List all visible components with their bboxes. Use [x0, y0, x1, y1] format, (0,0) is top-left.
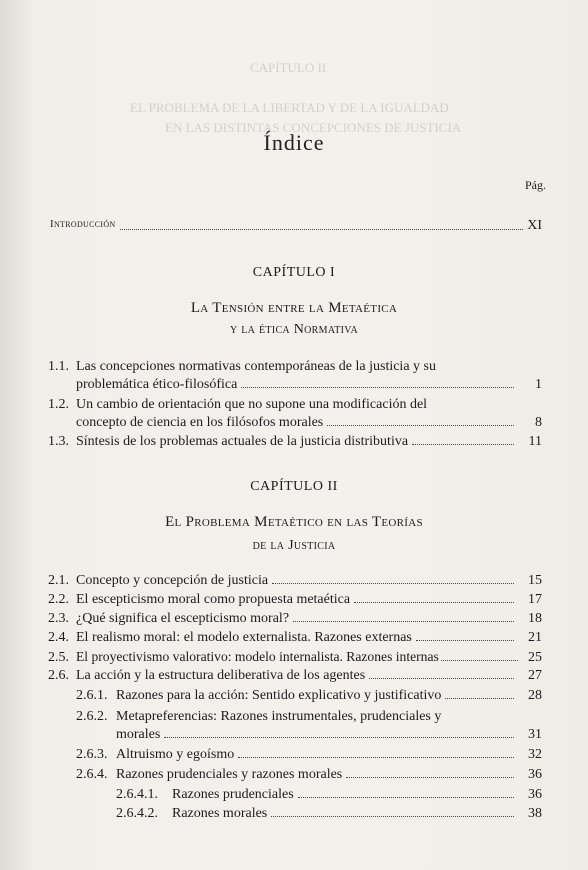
toc-entry-page: 32 [528, 747, 542, 762]
toc-entry[interactable] [76, 377, 542, 393]
toc-entry[interactable] [76, 767, 542, 783]
toc-entry-number: 1.2. [48, 397, 69, 412]
toc-entry-label: Introducción [50, 218, 116, 230]
dot-leader [354, 602, 514, 603]
toc-entry[interactable] [76, 688, 542, 704]
toc-entry-page: 1 [535, 377, 542, 392]
toc-entry-title: Razones prudenciales y razones morales [116, 767, 343, 782]
toc-entry[interactable] [48, 668, 542, 684]
toc-entry[interactable] [48, 397, 542, 413]
toc-entry-page: 25 [528, 650, 542, 665]
dot-leader [412, 444, 514, 445]
toc-entry-number: 2.2. [48, 592, 69, 607]
dot-leader [416, 640, 514, 641]
toc-entry-title: Razones prudenciales [172, 787, 294, 802]
toc-entry-page: 36 [528, 787, 542, 802]
page-column-label: Pág. [525, 178, 546, 192]
toc-entry-number: 2.3. [48, 611, 69, 626]
toc-entry[interactable] [48, 434, 542, 450]
toc-entry-page: 11 [528, 434, 542, 449]
dot-leader [120, 218, 524, 230]
toc-entry[interactable] [76, 415, 542, 431]
toc-entry[interactable] [116, 727, 542, 743]
toc-entry[interactable] [76, 709, 542, 725]
toc-entry-title: El escepticismo moral como propuesta metaética [76, 592, 351, 607]
toc-entry-title: Un cambio de orientación que no supone una modificación del [76, 397, 428, 412]
toc-entry-number: 1.3. [48, 434, 69, 449]
toc-entry-title: morales [116, 727, 161, 742]
toc-entry-number: 1.1. [48, 359, 69, 374]
toc-entry-number: 2.6.4.2. [116, 806, 158, 821]
toc-entry-number: 2.5. [48, 650, 69, 665]
toc-entry-title: Síntesis de los problemas actuales de la justicia distributiva [76, 434, 409, 449]
dot-leader [238, 757, 514, 758]
toc-entry-page: 36 [528, 767, 542, 782]
page-title: Índice [263, 130, 325, 155]
toc-entry-number: 2.6.3. [76, 747, 108, 762]
toc-entry-page: 21 [528, 630, 542, 645]
dot-leader [346, 777, 514, 778]
toc-entry-title: problemática ético-filosófica [76, 377, 238, 392]
toc-entry[interactable] [76, 747, 542, 763]
toc-entry-introduction[interactable] [50, 218, 542, 234]
toc-entry-title: Altruismo y egoísmo [116, 747, 235, 762]
toc-entry-number: 2.6. [48, 668, 69, 683]
chapter-subtitle: y la ética Normativa [229, 322, 359, 337]
toc-entry[interactable] [116, 787, 542, 803]
toc-entry-page: 8 [535, 415, 542, 430]
bleed-through-text: EL PROBLEMA DE LA LIBERTAD Y DE LA IGUALDAD [130, 100, 449, 115]
dot-leader [293, 621, 514, 622]
toc-entry[interactable] [116, 806, 542, 822]
toc-entry-number: 2.6.4.1. [116, 787, 158, 802]
dot-leader [241, 387, 514, 388]
toc-entry-number: 2.4. [48, 630, 69, 645]
toc-entry-number: 2.1. [48, 573, 69, 588]
chapter-heading: CAPÍTULO I [252, 265, 336, 280]
toc-entry-title: concepto de ciencia en los filósofos morales [76, 415, 324, 430]
toc-entry[interactable] [48, 573, 542, 589]
toc-entry-title: El realismo moral: el modelo externalista. Razones externas [76, 630, 412, 645]
toc-entry-page: 31 [528, 727, 542, 742]
toc-entry-number: 2.6.4. [76, 767, 108, 782]
toc-entry[interactable] [48, 592, 542, 608]
toc-entry-title: El proyectivismo valorativo: modelo internalista. Razones internas [76, 649, 439, 664]
dot-leader [441, 660, 518, 661]
toc-entry[interactable] [48, 359, 542, 375]
bleed-through-text: EN LAS DISTINTAS CONCEPCIONES DE JUSTICIA [165, 120, 462, 135]
chapter-subtitle: de la Justicia [252, 538, 336, 553]
dot-leader [327, 425, 514, 426]
dot-leader [272, 583, 514, 584]
toc-entry-page: 28 [528, 688, 542, 703]
toc-entry-title: Las concepciones normativas contemporáneas de la justicia y su [76, 359, 436, 374]
toc-entry-title: Metapreferencias: Razones instrumentales, prudenciales y [116, 709, 442, 724]
toc-entry-title: Razones para la acción: Sentido explicativo y justificativo [116, 688, 442, 703]
toc-entry-title: La acción y la estructura deliberativa de los agentes [76, 668, 366, 683]
toc-entry-number: 2.6.1. [76, 688, 108, 703]
toc-entry-title: Razones morales [172, 806, 268, 821]
toc-entry-title: ¿Qué significa el escepticismo moral? [76, 611, 290, 626]
toc-entry-page: 18 [528, 611, 542, 626]
chapter-heading: CAPÍTULO II [250, 479, 338, 494]
dot-leader [369, 678, 514, 679]
dot-leader [164, 737, 514, 738]
toc-entry-page: 17 [528, 592, 542, 607]
dot-leader [298, 797, 514, 798]
toc-entry-number: 2.6.2. [76, 709, 108, 724]
toc-entry[interactable] [48, 630, 542, 646]
chapter-subtitle: El Problema Metaético en las Teorías [165, 514, 423, 530]
toc-entry-title: Concepto y concepción de justicia [76, 573, 269, 588]
dot-leader [445, 698, 514, 699]
toc-entry[interactable] [48, 649, 542, 666]
toc-entry[interactable] [48, 611, 542, 627]
toc-entry-page: XI [527, 218, 542, 233]
chapter-subtitle: La Tensión entre la Metaética [190, 300, 398, 316]
toc-entry-page: 27 [528, 668, 542, 683]
bleed-through-text: CAPÍTULO II [250, 60, 327, 75]
dot-leader [271, 816, 514, 817]
toc-entry-page: 15 [528, 573, 542, 588]
toc-entry-page: 38 [528, 806, 542, 821]
